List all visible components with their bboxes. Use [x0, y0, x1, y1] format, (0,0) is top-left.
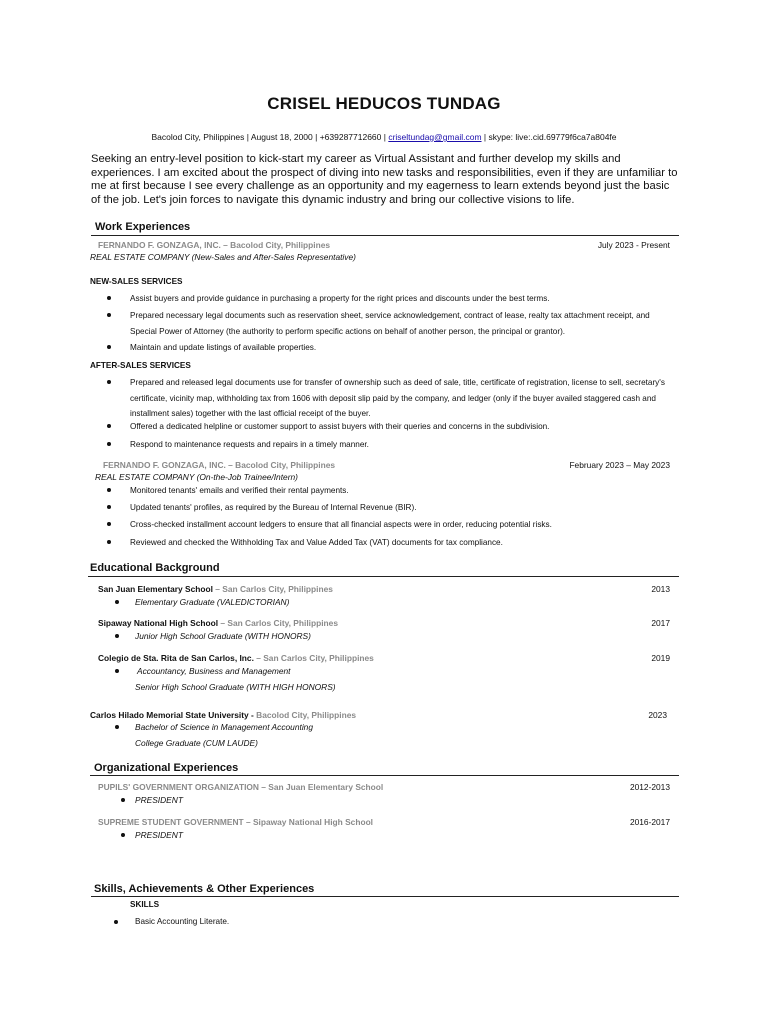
job1-role: REAL ESTATE COMPANY (New-Sales and After-Sales Representative) — [90, 252, 356, 262]
skills-subtitle: SKILLS — [130, 900, 160, 909]
edu-year: 2013 — [651, 584, 670, 594]
work-section-rule — [91, 235, 679, 236]
org-entry: PUPILS' GOVERNMENT ORGANIZATION – San Juan Elementary School — [98, 782, 384, 792]
bullet-icon — [107, 296, 111, 300]
org-year: 2016-2017 — [629, 817, 670, 827]
job1-date: July 2023 - Present — [597, 240, 670, 250]
after-sales-item: Respond to maintenance requests and repairs in a timely manner. — [130, 440, 369, 449]
contact-prefix: Bacolod City, Philippines | August 18, 2000 | +639287712660 | — [151, 132, 389, 142]
bullet-icon — [107, 380, 111, 384]
objective-paragraph: Seeking an entry-level position to kick-start my career as Virtual Assistant and further develop my skills and experiences. I am excited about the prospect of diving into new tasks and responsibilities, even if they are unfamiliar to me at first because I see every challenge as an opportunity and my eagerness to learn extends beyond just the basic of the job. Let's join forces to navigate this dynamic industry and bring our collective visions to life. — [91, 153, 678, 206]
org-year: 2012-2013 — [629, 782, 670, 792]
job2-role: REAL ESTATE COMPANY (On-the-Job Trainee/Intern) — [95, 472, 298, 482]
after-sales-item: Prepared and released legal documents use for transfer of ownership such as deed of sale, title, certificate of registration, license to sell, secretary's certificate, vicinity map, withholding tax from 1606 with deposit slip paid by the company, and ledger (only if the buyer availed staggered cash and installment sales) together with the last official receipt of the buyer. — [130, 378, 665, 418]
edu-detail: Junior High School Graduate (WITH HONORS) — [135, 631, 311, 641]
contact-line — [0, 132, 768, 142]
skill-item: Basic Accounting Literate. — [135, 917, 230, 926]
bullet-icon — [107, 313, 111, 317]
skills-section-rule — [91, 896, 679, 897]
org-section-rule — [90, 775, 679, 776]
bullet-icon — [107, 424, 111, 428]
job2-org: FERNANDO F. GONZAGA, INC. – Bacolod City, Philippines — [103, 460, 336, 470]
bullet-icon — [115, 669, 119, 673]
bullet-icon — [115, 634, 119, 638]
edu-detail: Senior High School Graduate (WITH HIGH HONORS) — [135, 682, 336, 692]
edu-detail: Bachelor of Science in Management Accounting — [135, 722, 313, 732]
resume-name: CRISEL HEDUCOS TUNDAG — [267, 94, 501, 113]
bullet-icon — [107, 442, 111, 446]
org-role: PRESIDENT — [135, 830, 183, 840]
work-section-title: Work Experiences — [95, 221, 191, 233]
bullet-icon — [115, 725, 119, 729]
edu-year: 2019 — [651, 653, 670, 663]
new-sales-title: NEW-SALES SERVICES — [90, 277, 183, 286]
bullet-icon — [107, 488, 111, 492]
bullet-icon — [107, 540, 111, 544]
contact-suffix: | skype: live:.cid.69779f6ca7a804fe — [481, 132, 617, 142]
edu-school: Colegio de Sta. Rita de San Carlos, Inc. – San Carlos City, Philippines — [98, 653, 374, 663]
new-sales-item: Prepared necessary legal documents such as reservation sheet, service acknowledgement, contract of lease, realty tax attachment receipt, and Special Power of Attorney (the authority to perform specific actions on behalf of another person, the principal or grantor). — [130, 311, 650, 336]
job2-item: Reviewed and checked the Withholding Tax and Value Added Tax (VAT) documents for tax compliance. — [130, 538, 503, 547]
bullet-icon — [121, 798, 125, 802]
new-sales-item: Maintain and update listings of available properties. — [130, 343, 317, 352]
edu-detail: Elementary Graduate (VALEDICTORIAN) — [135, 597, 290, 607]
edu-detail: College Graduate (CUM LAUDE) — [135, 738, 258, 748]
education-section-rule — [88, 576, 679, 577]
edu-year: 2023 — [648, 710, 667, 720]
job2-item: Cross-checked installment account ledgers to ensure that all financial aspects were in order, reducing potential risks. — [130, 520, 552, 529]
after-sales-title: AFTER-SALES SERVICES — [90, 361, 191, 370]
email-link[interactable]: criseltundag@gmail.com — [388, 132, 482, 142]
job1-org: FERNANDO F. GONZAGA, INC. – Bacolod City, Philippines — [98, 240, 331, 250]
org-section-title: Organizational Experiences — [94, 762, 239, 774]
job2-item: Monitored tenants' emails and verified their rental payments. — [130, 486, 349, 495]
edu-detail: Accountancy, Business and Management — [137, 666, 291, 676]
edu-school: San Juan Elementary School – San Carlos City, Philippines — [98, 584, 333, 594]
skills-section-title: Skills, Achievements & Other Experiences — [94, 883, 315, 895]
bullet-icon — [114, 920, 118, 924]
job2-date: February 2023 – May 2023 — [569, 460, 670, 470]
bullet-icon — [121, 833, 125, 837]
bullet-icon — [107, 522, 111, 526]
bullet-icon — [107, 345, 111, 349]
edu-school: Sipaway National High School – San Carlos City, Philippines — [98, 618, 338, 628]
bullet-icon — [107, 505, 111, 509]
bullet-icon — [115, 600, 119, 604]
new-sales-item: Assist buyers and provide guidance in purchasing a property for the right prices and discounts under the best terms. — [130, 294, 550, 303]
org-role: PRESIDENT — [135, 795, 183, 805]
job2-item: Updated tenants' profiles, as required by the Bureau of Internal Revenue (BIR). — [130, 503, 417, 512]
education-section-title: Educational Background — [90, 562, 220, 574]
edu-school: Carlos Hilado Memorial State University - Bacolod City, Philippines — [90, 710, 357, 720]
org-entry: SUPREME STUDENT GOVERNMENT – Sipaway National High School — [98, 817, 374, 827]
after-sales-item: Offered a dedicated helpline or customer support to assist buyers with their queries and concerns in the subdivision. — [130, 422, 550, 431]
edu-year: 2017 — [651, 618, 670, 628]
